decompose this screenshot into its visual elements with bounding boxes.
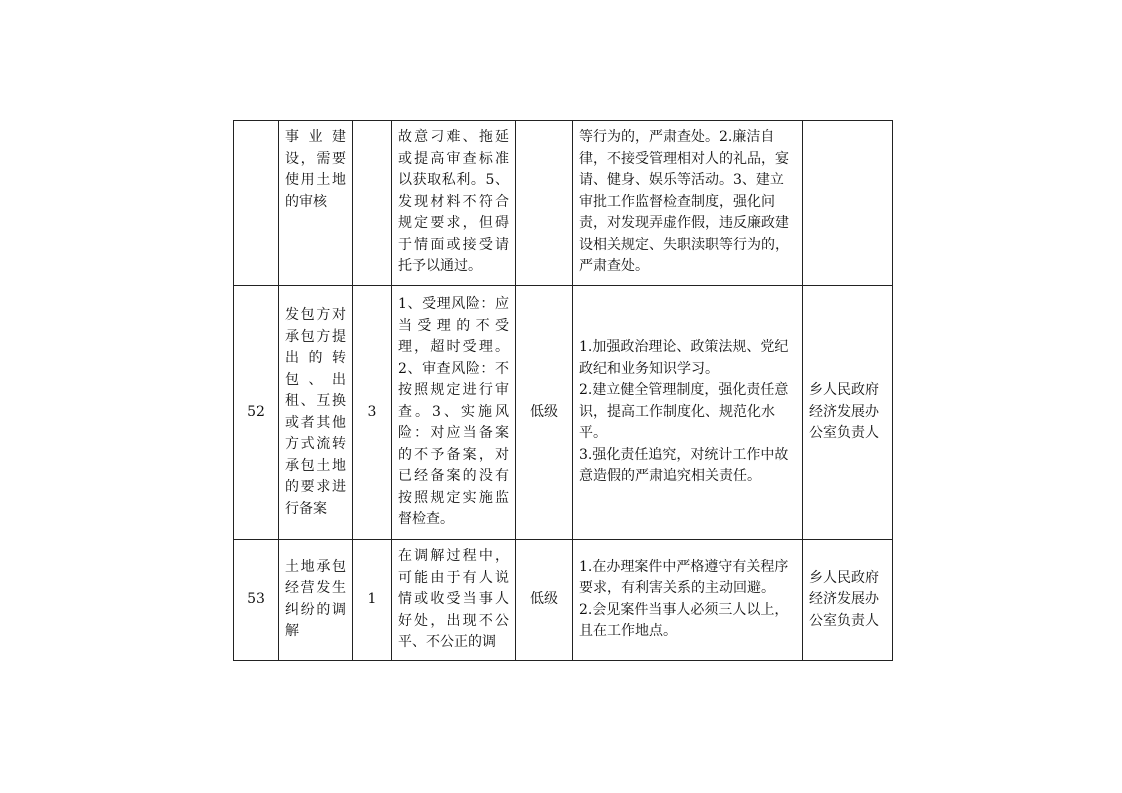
risk-cell: 1、受理风险：应当受理的不受理，超时受理。2、审查风险：不按照规定进行审查。3、实施风险：对应当备案的不予备案，对已经备案的没有按照规定实施监督检查。 bbox=[392, 286, 516, 540]
item-cell: 发包方对承包方提出 的 转包、出租、互换或者其他方式流转承包土地的要求进行备案 bbox=[279, 286, 353, 540]
item-cell: 事 业 建设，需要使用土地的审核 bbox=[279, 121, 353, 286]
measure-line: 3.强化责任追究，对统计工作中故意造假的严肃追究相关责任。 bbox=[579, 446, 789, 485]
item-cell: 土地承包经营发生纠纷的调解 bbox=[279, 540, 353, 661]
row-number-cell: 53 bbox=[234, 540, 279, 661]
table-row bbox=[234, 540, 893, 661]
measure-line: 2.会见案件当事人必须三人以上，且在工作地点。 bbox=[579, 601, 789, 640]
count-cell: 3 bbox=[353, 286, 392, 540]
risk-table bbox=[233, 120, 893, 661]
level-cell: 低级 bbox=[516, 540, 573, 661]
risk-cell: 在调解过程中，可能由于有人说情或收受当事人好处，出现不公平、不公正的调 bbox=[392, 540, 516, 661]
measure-line: 1.在办理案件中严格遵守有关程序要求，有利害关系的主动回避。 bbox=[579, 558, 789, 597]
row-number-cell bbox=[234, 121, 279, 286]
measures-cell bbox=[573, 286, 803, 540]
owner-cell: 乡人民政府经济发展办公室负责人 bbox=[803, 540, 893, 661]
measure-line: 1.加强政治理论、政策法规、党纪政纪和业务知识学习。 bbox=[579, 339, 789, 377]
owner-cell: 乡人民政府经济发展办公室负责人 bbox=[803, 286, 893, 540]
measures-cell: 等行为的，严肃查处。2.廉洁自律，不接受管理相对人的礼品，宴请、健身、娱乐等活动。3、建立审批工作监督检查制度，强化问责，对发现弄虚作假，违反廉政建设相关规定、失职渎职等行为的，严肃查处。 bbox=[573, 121, 803, 286]
risk-cell: 故意刁难、拖延或提高审查标准以获取私利。5、发现材料不符合规定要求，但碍于情面或接受请托予以通过。 bbox=[392, 121, 516, 286]
count-cell bbox=[353, 121, 392, 286]
level-cell: 低级 bbox=[516, 286, 573, 540]
count-cell: 1 bbox=[353, 540, 392, 661]
table-row bbox=[234, 121, 893, 286]
level-cell bbox=[516, 121, 573, 286]
owner-cell bbox=[803, 121, 893, 286]
measures-cell bbox=[573, 540, 803, 661]
row-number-cell: 52 bbox=[234, 286, 279, 540]
table-row bbox=[234, 286, 893, 540]
measure-line: 2.建立健全管理制度，强化责任意识，提高工作制度化、规范化水平。 bbox=[579, 382, 789, 442]
